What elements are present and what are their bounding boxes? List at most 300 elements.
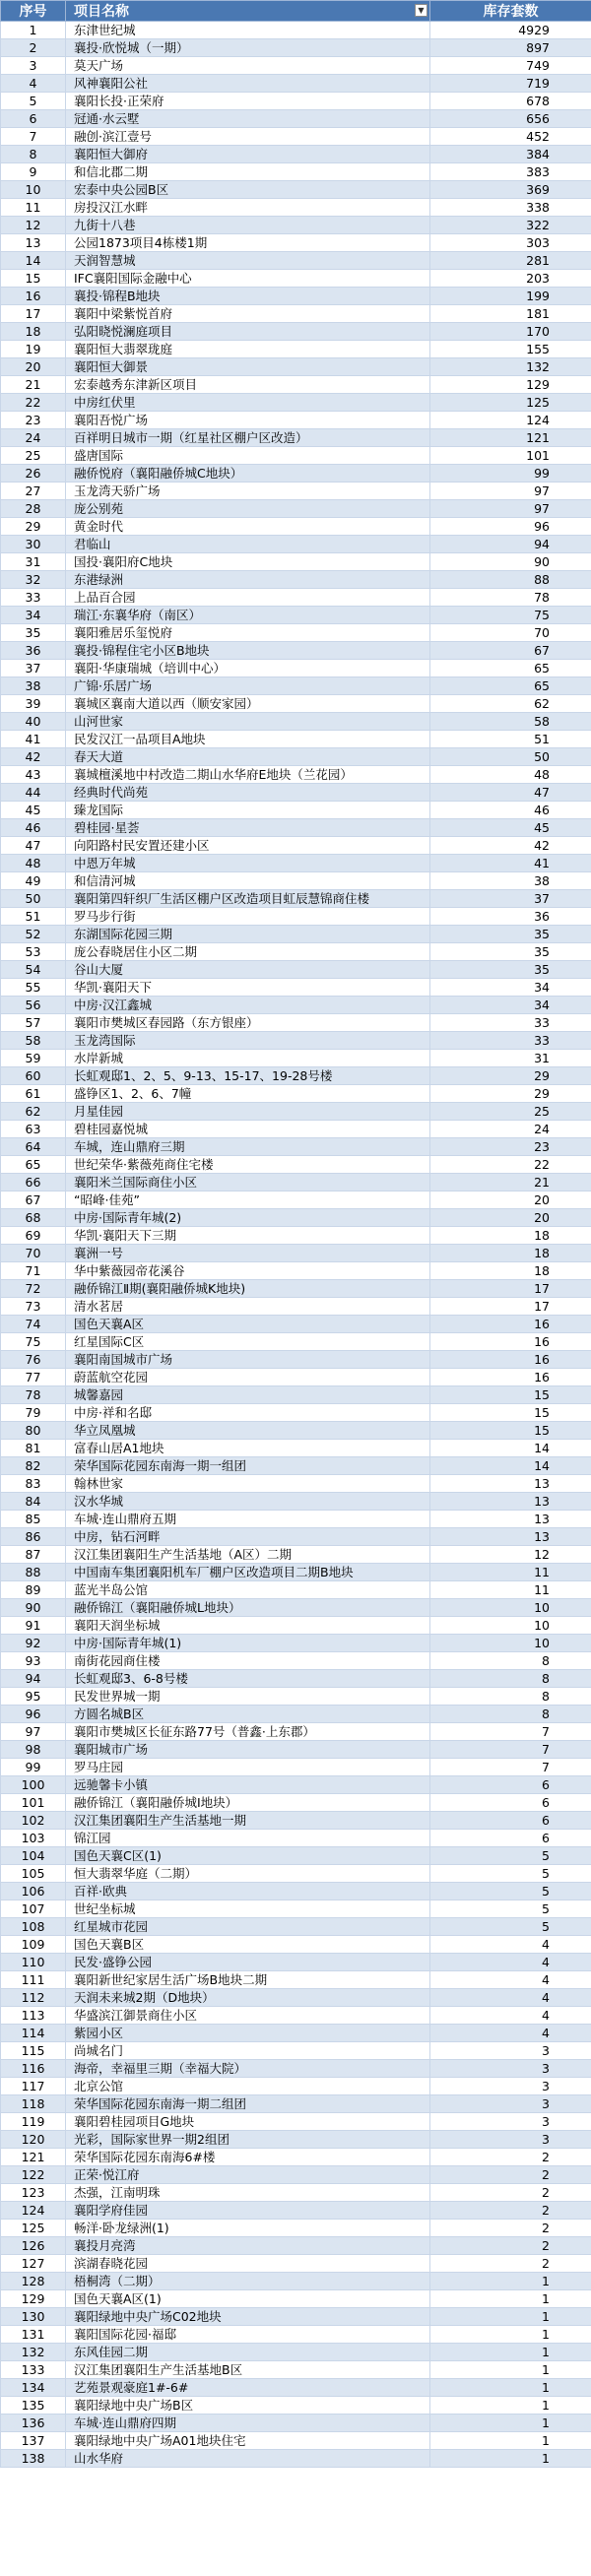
filter-dropdown-icon[interactable]: ▼ (415, 4, 427, 17)
stock-count-cell[interactable]: 5 (430, 1865, 591, 1883)
table-row[interactable] (1, 1067, 591, 1085)
stock-count-cell[interactable]: 452 (430, 128, 591, 146)
table-row[interactable] (1, 890, 591, 908)
table-row[interactable] (1, 1812, 591, 1830)
row-number-cell[interactable]: 20 (1, 358, 66, 376)
project-name-cell[interactable]: 车城·连山鼎府四期 (66, 2415, 430, 2432)
row-number-cell[interactable]: 101 (1, 1794, 66, 1812)
row-number-cell[interactable]: 12 (1, 217, 66, 234)
row-number-cell[interactable]: 15 (1, 270, 66, 288)
stock-count-cell[interactable]: 31 (430, 1050, 591, 1067)
table-row[interactable] (1, 22, 591, 39)
stock-count-cell[interactable]: 1 (430, 2308, 591, 2326)
stock-count-cell[interactable]: 14 (430, 1440, 591, 1457)
project-name-cell[interactable]: 罗马庄园 (66, 1759, 430, 1776)
table-row[interactable] (1, 1386, 591, 1404)
stock-count-cell[interactable]: 94 (430, 536, 591, 553)
row-number-cell[interactable]: 55 (1, 979, 66, 997)
table-row[interactable] (1, 2361, 591, 2379)
table-row[interactable] (1, 784, 591, 802)
project-name-cell[interactable]: 襄阳南国城市广场 (66, 1351, 430, 1369)
project-name-cell[interactable]: 方圆名城B区 (66, 1706, 430, 1723)
project-name-cell[interactable]: 天润智慧城 (66, 252, 430, 270)
stock-count-cell[interactable]: 5 (430, 1883, 591, 1900)
stock-count-cell[interactable]: 6 (430, 1812, 591, 1830)
project-name-cell[interactable]: 海帝，幸福里三期（幸福大院） (66, 2060, 430, 2078)
stock-count-cell[interactable]: 20 (430, 1191, 591, 1209)
stock-count-cell[interactable]: 1 (430, 2397, 591, 2415)
row-number-cell[interactable]: 45 (1, 802, 66, 819)
project-name-cell[interactable]: 中国南车集团襄阳机车厂棚户区改造项目二期B地块 (66, 1564, 430, 1581)
table-row[interactable] (1, 2060, 591, 2078)
row-number-cell[interactable]: 112 (1, 1989, 66, 2007)
row-number-cell[interactable]: 131 (1, 2326, 66, 2344)
project-name-cell[interactable]: 中房·祥和名邸 (66, 1404, 430, 1422)
table-row[interactable] (1, 199, 591, 217)
stock-count-cell[interactable]: 34 (430, 979, 591, 997)
table-row[interactable] (1, 1617, 591, 1635)
stock-count-cell[interactable]: 1 (430, 2344, 591, 2361)
row-number-cell[interactable]: 126 (1, 2237, 66, 2255)
project-name-cell[interactable]: 和信清河城 (66, 872, 430, 890)
project-name-cell[interactable]: 襄阳绿地中央广场B区 (66, 2397, 430, 2415)
table-row[interactable] (1, 1209, 591, 1227)
stock-count-cell[interactable]: 199 (430, 288, 591, 305)
table-row[interactable] (1, 1298, 591, 1316)
stock-count-cell[interactable]: 67 (430, 642, 591, 660)
stock-count-cell[interactable]: 6 (430, 1830, 591, 1847)
project-name-cell[interactable]: 襄阳恒大御景 (66, 358, 430, 376)
row-number-cell[interactable]: 134 (1, 2379, 66, 2397)
table-row[interactable] (1, 1316, 591, 1333)
table-row[interactable] (1, 181, 591, 199)
project-name-cell[interactable]: 红星城市花园 (66, 1918, 430, 1936)
row-number-cell[interactable]: 28 (1, 500, 66, 518)
project-name-cell[interactable]: 融侨锦江Ⅱ期(襄阳融侨城K地块) (66, 1280, 430, 1298)
stock-count-cell[interactable]: 1 (430, 2273, 591, 2290)
row-number-cell[interactable]: 123 (1, 2184, 66, 2202)
project-name-cell[interactable]: 国投·襄阳府C地块 (66, 553, 430, 571)
row-number-cell[interactable]: 122 (1, 2166, 66, 2184)
project-name-cell[interactable]: 车城·连山鼎府五期 (66, 1511, 430, 1528)
table-row[interactable] (1, 943, 591, 961)
project-name-cell[interactable]: 荣华国际花园东南海一期一组团 (66, 1457, 430, 1475)
row-number-cell[interactable]: 17 (1, 305, 66, 323)
stock-count-cell[interactable]: 4 (430, 2025, 591, 2042)
table-row[interactable] (1, 2432, 591, 2450)
stock-count-cell[interactable]: 11 (430, 1581, 591, 1599)
stock-count-cell[interactable]: 2 (430, 2202, 591, 2220)
row-number-cell[interactable]: 58 (1, 1032, 66, 1050)
stock-count-cell[interactable]: 322 (430, 217, 591, 234)
stock-count-cell[interactable]: 15 (430, 1386, 591, 1404)
row-number-cell[interactable]: 23 (1, 412, 66, 429)
stock-count-cell[interactable]: 4 (430, 1936, 591, 1954)
table-row[interactable] (1, 217, 591, 234)
project-name-cell[interactable]: 畅洋·卧龙绿洲(1) (66, 2220, 430, 2237)
row-number-cell[interactable]: 137 (1, 2432, 66, 2450)
project-name-cell[interactable]: 玉龙湾国际 (66, 1032, 430, 1050)
stock-count-cell[interactable]: 16 (430, 1316, 591, 1333)
row-number-cell[interactable]: 83 (1, 1475, 66, 1493)
table-row[interactable] (1, 2220, 591, 2237)
table-row[interactable] (1, 1032, 591, 1050)
project-name-cell[interactable]: 月星佳园 (66, 1103, 430, 1121)
table-row[interactable] (1, 500, 591, 518)
row-number-cell[interactable]: 97 (1, 1723, 66, 1741)
table-row[interactable] (1, 1794, 591, 1812)
stock-count-cell[interactable]: 10 (430, 1635, 591, 1652)
table-row[interactable] (1, 1404, 591, 1422)
project-name-cell[interactable]: 荣华国际花园东南海一期二组团 (66, 2095, 430, 2113)
stock-count-cell[interactable]: 4 (430, 1971, 591, 1989)
table-row[interactable] (1, 1776, 591, 1794)
row-number-cell[interactable]: 70 (1, 1245, 66, 1262)
row-number-cell[interactable]: 95 (1, 1688, 66, 1706)
stock-count-cell[interactable]: 5 (430, 1918, 591, 1936)
stock-count-cell[interactable]: 124 (430, 412, 591, 429)
row-number-cell[interactable]: 129 (1, 2290, 66, 2308)
row-number-cell[interactable]: 60 (1, 1067, 66, 1085)
row-number-cell[interactable]: 26 (1, 465, 66, 483)
row-number-cell[interactable]: 88 (1, 1564, 66, 1581)
project-name-cell[interactable]: 襄阳中梁紫悦首府 (66, 305, 430, 323)
table-row[interactable] (1, 624, 591, 642)
row-number-cell[interactable]: 94 (1, 1670, 66, 1688)
table-row[interactable] (1, 1528, 591, 1546)
stock-count-cell[interactable]: 75 (430, 607, 591, 624)
project-name-cell[interactable]: 百祥明日城市一期（红星社区棚户区改造） (66, 429, 430, 447)
stock-count-cell[interactable]: 3 (430, 2042, 591, 2060)
table-row[interactable] (1, 1351, 591, 1369)
stock-count-cell[interactable]: 1 (430, 2450, 591, 2468)
project-name-cell[interactable]: 广锦·乐居广场 (66, 677, 430, 695)
row-number-cell[interactable]: 36 (1, 642, 66, 660)
project-name-cell[interactable]: 百祥·欧典 (66, 1883, 430, 1900)
stock-count-cell[interactable]: 45 (430, 819, 591, 837)
project-name-cell[interactable]: 汉江集团襄阳生产生活基地B区 (66, 2361, 430, 2379)
table-row[interactable] (1, 2149, 591, 2166)
stock-count-cell[interactable]: 369 (430, 181, 591, 199)
table-row[interactable] (1, 341, 591, 358)
stock-count-cell[interactable]: 2 (430, 2237, 591, 2255)
stock-count-cell[interactable]: 35 (430, 961, 591, 979)
table-row[interactable] (1, 1918, 591, 1936)
project-name-cell[interactable]: 宏泰中央公园B区 (66, 181, 430, 199)
project-name-cell[interactable]: 融侨锦江（襄阳融侨城I地块） (66, 1794, 430, 1812)
table-row[interactable] (1, 1014, 591, 1032)
project-name-cell[interactable]: 襄投月亮湾 (66, 2237, 430, 2255)
row-number-cell[interactable]: 48 (1, 855, 66, 872)
row-number-cell[interactable]: 41 (1, 731, 66, 748)
stock-count-cell[interactable]: 14 (430, 1457, 591, 1475)
project-name-cell[interactable]: 向阳路村民安置还建小区 (66, 837, 430, 855)
row-number-cell[interactable]: 107 (1, 1900, 66, 1918)
stock-count-cell[interactable]: 88 (430, 571, 591, 589)
project-name-cell[interactable]: 庞公春晓居住小区二期 (66, 943, 430, 961)
row-number-cell[interactable]: 33 (1, 589, 66, 607)
table-row[interactable] (1, 961, 591, 979)
project-name-cell[interactable]: 中房，钻石河畔 (66, 1528, 430, 1546)
table-row[interactable] (1, 731, 591, 748)
stock-count-cell[interactable]: 65 (430, 677, 591, 695)
row-number-cell[interactable]: 51 (1, 908, 66, 926)
project-name-cell[interactable]: 经典时代尚苑 (66, 784, 430, 802)
table-row[interactable] (1, 518, 591, 536)
project-name-cell[interactable]: 襄阳·华康瑞城（培训中心） (66, 660, 430, 677)
stock-count-cell[interactable]: 125 (430, 394, 591, 412)
stock-count-cell[interactable]: 13 (430, 1475, 591, 1493)
table-row[interactable] (1, 1493, 591, 1511)
row-number-cell[interactable]: 79 (1, 1404, 66, 1422)
table-row[interactable] (1, 429, 591, 447)
row-number-cell[interactable]: 114 (1, 2025, 66, 2042)
table-row[interactable] (1, 57, 591, 75)
stock-count-cell[interactable]: 47 (430, 784, 591, 802)
table-row[interactable] (1, 1971, 591, 1989)
table-row[interactable] (1, 571, 591, 589)
table-row[interactable] (1, 2415, 591, 2432)
row-number-cell[interactable]: 130 (1, 2308, 66, 2326)
stock-count-cell[interactable]: 1 (430, 2326, 591, 2344)
project-name-cell[interactable]: 华凯·襄阳天下三期 (66, 1227, 430, 1245)
row-number-cell[interactable]: 64 (1, 1138, 66, 1156)
row-number-cell[interactable]: 27 (1, 483, 66, 500)
table-row[interactable] (1, 2273, 591, 2290)
project-name-cell[interactable]: 长虹观邸3、6-8号楼 (66, 1670, 430, 1688)
project-name-cell[interactable]: 襄城檀溪地中村改造二期山水华府E地块（兰花园） (66, 766, 430, 784)
table-row[interactable] (1, 1759, 591, 1776)
stock-count-cell[interactable]: 20 (430, 1209, 591, 1227)
row-number-cell[interactable]: 105 (1, 1865, 66, 1883)
stock-count-cell[interactable]: 656 (430, 110, 591, 128)
row-number-cell[interactable]: 61 (1, 1085, 66, 1103)
project-name-cell[interactable]: 车城，连山鼎府三期 (66, 1138, 430, 1156)
table-row[interactable] (1, 39, 591, 57)
row-number-cell[interactable]: 21 (1, 376, 66, 394)
project-name-cell[interactable]: 臻龙国际 (66, 802, 430, 819)
row-number-cell[interactable]: 5 (1, 93, 66, 110)
stock-count-cell[interactable]: 13 (430, 1493, 591, 1511)
table-row[interactable] (1, 1706, 591, 1723)
stock-count-cell[interactable]: 2 (430, 2255, 591, 2273)
stock-count-cell[interactable]: 8 (430, 1688, 591, 1706)
stock-count-cell[interactable]: 18 (430, 1245, 591, 1262)
stock-count-cell[interactable]: 7 (430, 1759, 591, 1776)
project-name-cell[interactable]: 襄阳恒大翡翠珑庭 (66, 341, 430, 358)
stock-count-cell[interactable]: 70 (430, 624, 591, 642)
project-name-cell[interactable]: 中恩万年城 (66, 855, 430, 872)
project-name-cell[interactable]: 民发·盛铮公园 (66, 1954, 430, 1971)
table-row[interactable] (1, 2202, 591, 2220)
row-number-cell[interactable]: 89 (1, 1581, 66, 1599)
project-name-cell[interactable]: 黄金时代 (66, 518, 430, 536)
stock-count-cell[interactable]: 12 (430, 1546, 591, 1564)
row-number-cell[interactable]: 90 (1, 1599, 66, 1617)
table-row[interactable] (1, 1847, 591, 1865)
stock-count-cell[interactable]: 8 (430, 1670, 591, 1688)
table-row[interactable] (1, 1156, 591, 1174)
stock-count-cell[interactable]: 42 (430, 837, 591, 855)
table-row[interactable] (1, 1262, 591, 1280)
row-number-cell[interactable]: 43 (1, 766, 66, 784)
table-row[interactable] (1, 1830, 591, 1847)
stock-count-cell[interactable]: 1 (430, 2290, 591, 2308)
project-name-cell[interactable]: 莫天广场 (66, 57, 430, 75)
row-number-cell[interactable]: 50 (1, 890, 66, 908)
stock-count-cell[interactable]: 170 (430, 323, 591, 341)
table-row[interactable] (1, 1174, 591, 1191)
row-number-cell[interactable]: 100 (1, 1776, 66, 1794)
project-name-cell[interactable]: 汉江集团襄阳生产生活基地（A区）二期 (66, 1546, 430, 1564)
table-row[interactable] (1, 465, 591, 483)
stock-count-cell[interactable]: 101 (430, 447, 591, 465)
stock-count-cell[interactable]: 29 (430, 1067, 591, 1085)
row-number-cell[interactable]: 119 (1, 2113, 66, 2131)
table-row[interactable] (1, 1511, 591, 1528)
table-row[interactable] (1, 305, 591, 323)
table-row[interactable] (1, 288, 591, 305)
stock-count-cell[interactable]: 6 (430, 1776, 591, 1794)
row-number-cell[interactable]: 113 (1, 2007, 66, 2025)
stock-count-cell[interactable]: 7 (430, 1723, 591, 1741)
project-name-cell[interactable]: 襄投·锦程住宅小区B地块 (66, 642, 430, 660)
stock-count-cell[interactable]: 48 (430, 766, 591, 784)
project-name-cell[interactable]: 红星国际C区 (66, 1333, 430, 1351)
row-number-cell[interactable]: 1 (1, 22, 66, 39)
row-number-cell[interactable]: 56 (1, 997, 66, 1014)
stock-count-cell[interactable]: 90 (430, 553, 591, 571)
row-number-cell[interactable]: 16 (1, 288, 66, 305)
row-number-cell[interactable]: 4 (1, 75, 66, 93)
stock-count-cell[interactable]: 3 (430, 2060, 591, 2078)
row-number-cell[interactable]: 9 (1, 163, 66, 181)
table-row[interactable] (1, 677, 591, 695)
row-number-cell[interactable]: 59 (1, 1050, 66, 1067)
row-number-cell[interactable]: 133 (1, 2361, 66, 2379)
stock-count-cell[interactable]: 2 (430, 2184, 591, 2202)
row-number-cell[interactable]: 67 (1, 1191, 66, 1209)
row-number-cell[interactable]: 52 (1, 926, 66, 943)
project-name-cell[interactable]: 襄阳市樊城区春园路（东方银座） (66, 1014, 430, 1032)
stock-count-cell[interactable]: 1 (430, 2361, 591, 2379)
row-number-cell[interactable]: 73 (1, 1298, 66, 1316)
project-name-cell[interactable]: 汉江集团襄阳生产生活基地一期 (66, 1812, 430, 1830)
project-name-cell[interactable]: 国色天襄C区(1) (66, 1847, 430, 1865)
row-number-cell[interactable]: 47 (1, 837, 66, 855)
stock-count-cell[interactable]: 1 (430, 2432, 591, 2450)
table-row[interactable] (1, 819, 591, 837)
row-number-cell[interactable]: 10 (1, 181, 66, 199)
project-name-cell[interactable]: 长虹观邸1、2、5、9-13、15-17、19-28号楼 (66, 1067, 430, 1085)
row-number-cell[interactable]: 34 (1, 607, 66, 624)
stock-count-cell[interactable]: 25 (430, 1103, 591, 1121)
project-name-cell[interactable]: 北京公馆 (66, 2078, 430, 2095)
row-number-cell[interactable]: 19 (1, 341, 66, 358)
stock-count-cell[interactable]: 203 (430, 270, 591, 288)
stock-count-cell[interactable]: 65 (430, 660, 591, 677)
project-name-cell[interactable]: 盛铮区1、2、6、7幢 (66, 1085, 430, 1103)
stock-count-cell[interactable]: 22 (430, 1156, 591, 1174)
row-number-cell[interactable]: 118 (1, 2095, 66, 2113)
row-number-cell[interactable]: 136 (1, 2415, 66, 2432)
table-row[interactable] (1, 872, 591, 890)
project-name-cell[interactable]: 世纪荣华·紫薇苑商住宅楼 (66, 1156, 430, 1174)
stock-count-cell[interactable]: 16 (430, 1369, 591, 1386)
project-name-cell[interactable]: 襄阳市樊城区长征东路77号（普鑫·上东郡） (66, 1723, 430, 1741)
table-row[interactable] (1, 447, 591, 465)
project-name-cell[interactable]: 华凯·襄阳天下 (66, 979, 430, 997)
project-name-cell[interactable]: 弘阳晓悦澜庭项目 (66, 323, 430, 341)
stock-count-cell[interactable]: 897 (430, 39, 591, 57)
table-row[interactable] (1, 837, 591, 855)
project-name-cell[interactable]: 荣华国际花园东南海6#楼 (66, 2149, 430, 2166)
table-row[interactable] (1, 1723, 591, 1741)
stock-count-cell[interactable]: 7 (430, 1741, 591, 1759)
stock-count-cell[interactable]: 38 (430, 872, 591, 890)
row-number-cell[interactable]: 14 (1, 252, 66, 270)
row-number-cell[interactable]: 7 (1, 128, 66, 146)
row-number-cell[interactable]: 81 (1, 1440, 66, 1457)
table-row[interactable] (1, 766, 591, 784)
row-number-cell[interactable]: 117 (1, 2078, 66, 2095)
stock-count-cell[interactable]: 13 (430, 1511, 591, 1528)
project-name-cell[interactable]: 中房·国际青年城(2) (66, 1209, 430, 1227)
project-name-cell[interactable]: 瑞江·东襄华府（南区） (66, 607, 430, 624)
stock-count-cell[interactable]: 303 (430, 234, 591, 252)
project-name-cell[interactable]: 滨湖春晓花园 (66, 2255, 430, 2273)
row-number-cell[interactable]: 125 (1, 2220, 66, 2237)
row-number-cell[interactable]: 86 (1, 1528, 66, 1546)
project-name-cell[interactable]: 中房红伏里 (66, 394, 430, 412)
row-number-cell[interactable]: 138 (1, 2450, 66, 2468)
project-name-cell[interactable]: 富春山居A1地块 (66, 1440, 430, 1457)
project-name-cell[interactable]: 国色天襄A区(1) (66, 2290, 430, 2308)
project-name-cell[interactable]: 翰林世家 (66, 1475, 430, 1493)
table-row[interactable] (1, 1900, 591, 1918)
table-row[interactable] (1, 1280, 591, 1298)
stock-count-cell[interactable]: 18 (430, 1227, 591, 1245)
table-row[interactable] (1, 323, 591, 341)
table-row[interactable] (1, 1050, 591, 1067)
row-number-cell[interactable]: 109 (1, 1936, 66, 1954)
project-name-cell[interactable]: 东湖国际花园三期 (66, 926, 430, 943)
project-name-cell[interactable]: 襄阳天润坐标城 (66, 1617, 430, 1635)
row-number-cell[interactable]: 68 (1, 1209, 66, 1227)
table-row[interactable] (1, 2450, 591, 2468)
row-number-cell[interactable]: 93 (1, 1652, 66, 1670)
project-name-cell[interactable]: 融侨悦府（襄阳融侨城C地块） (66, 465, 430, 483)
stock-count-cell[interactable]: 29 (430, 1085, 591, 1103)
row-number-cell[interactable]: 38 (1, 677, 66, 695)
stock-count-cell[interactable]: 15 (430, 1422, 591, 1440)
row-number-cell[interactable]: 62 (1, 1103, 66, 1121)
project-name-cell[interactable]: 襄阳城市广场 (66, 1741, 430, 1759)
table-row[interactable] (1, 979, 591, 997)
project-name-cell[interactable]: 正荣·悦江府 (66, 2166, 430, 2184)
project-name-cell[interactable]: 罗马步行街 (66, 908, 430, 926)
table-row[interactable] (1, 394, 591, 412)
table-row[interactable] (1, 1227, 591, 1245)
row-number-cell[interactable]: 104 (1, 1847, 66, 1865)
table-row[interactable] (1, 1688, 591, 1706)
row-number-cell[interactable]: 2 (1, 39, 66, 57)
project-name-cell[interactable]: 襄阳米兰国际商住小区 (66, 1174, 430, 1191)
project-name-cell[interactable]: 梧桐湾（二期） (66, 2273, 430, 2290)
row-number-cell[interactable]: 99 (1, 1759, 66, 1776)
row-number-cell[interactable]: 132 (1, 2344, 66, 2361)
project-name-cell[interactable]: 天润未来城2期（D地块） (66, 1989, 430, 2007)
